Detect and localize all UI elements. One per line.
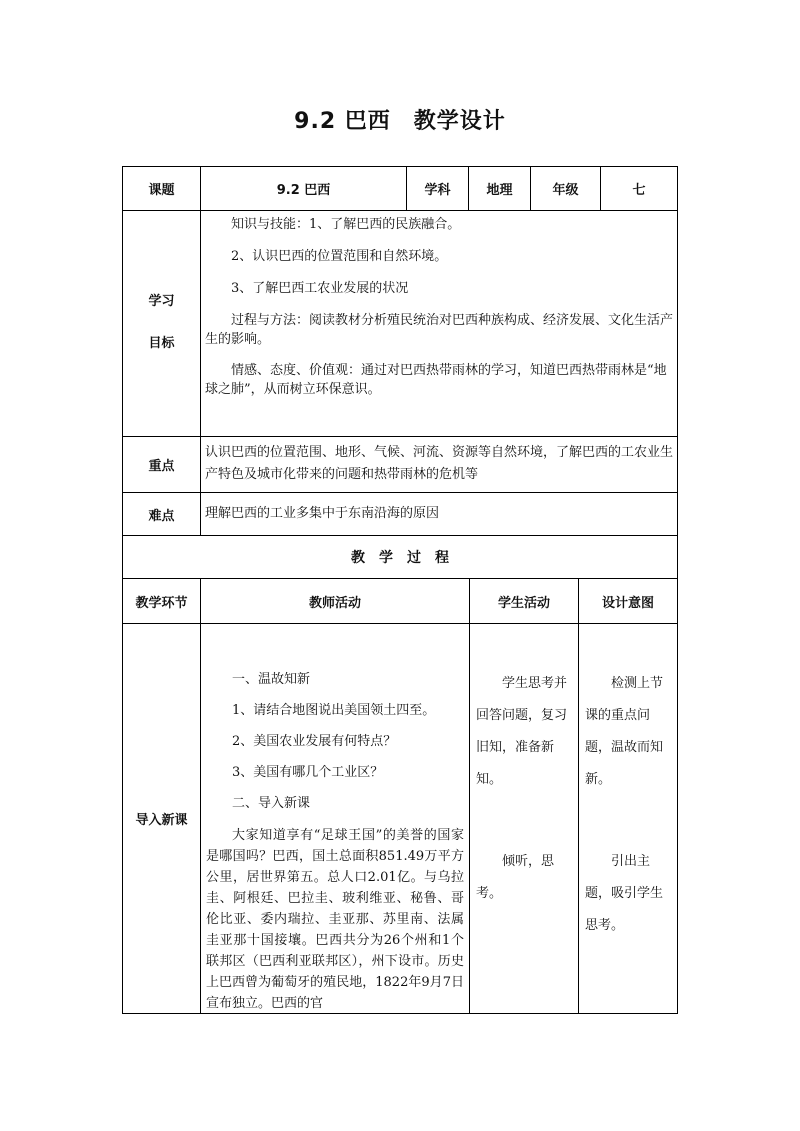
objectives-label-line1: 学习 bbox=[148, 294, 175, 309]
col-stage: 教学环节 bbox=[135, 595, 188, 611]
label-topic: 课题 bbox=[148, 183, 175, 198]
objective-item: 知识与技能：1、了解巴西的民族融合。 bbox=[231, 217, 461, 232]
teacher-section-review: 一、温故知新 bbox=[232, 672, 311, 687]
objective-item: 3、了解巴西工农业发展的状况 bbox=[231, 281, 409, 296]
table-border bbox=[200, 166, 201, 536]
table-border bbox=[469, 578, 470, 1014]
objectives-label bbox=[123, 290, 200, 356]
page-title: 9.2 巴西 教学设计 bbox=[294, 109, 506, 134]
objectives-label-line2: 目标 bbox=[148, 336, 175, 351]
objectives-content bbox=[205, 215, 673, 399]
subject-value: 地理 bbox=[486, 183, 513, 198]
table-border bbox=[122, 210, 678, 211]
table-border bbox=[677, 166, 678, 1014]
difficult-points-label: 难点 bbox=[148, 508, 175, 524]
col-intent: 设计意图 bbox=[601, 595, 654, 611]
grade-value: 七 bbox=[632, 183, 646, 198]
col-teacher: 教师活动 bbox=[308, 595, 361, 611]
table-border bbox=[200, 578, 201, 1014]
teacher-question: 3、美国有哪几个工业区？ bbox=[232, 765, 384, 780]
teacher-intro-text: 大家知道享有“足球王国”的美誉的国家是哪国吗？巴西，国土总面积851.49万平方公里，居世界第五。总人口2.01亿。与乌拉圭、阿根廷、巴拉圭、玻利维亚、秘鲁、哥伦比亚、委内瑞拉、圭亚那、苏里南、法属圭亚那十国接壤。巴西共分为26个州和1个联邦区（巴西利亚联邦区），州下设市。历史上巴西曾为葡萄牙的殖民地，1822年9月7日宣布独立。巴西的官 bbox=[206, 828, 464, 1011]
student-activity-1: 学生思考并回答问题，复习旧知，准备新知。 bbox=[476, 676, 568, 787]
design-intent-1: 检测上节课的重点问题，温故而知新。 bbox=[585, 676, 664, 787]
stage-label: 导入新课 bbox=[135, 813, 188, 828]
process-heading: 教 学 过 程 bbox=[351, 550, 449, 566]
label-grade: 年级 bbox=[552, 183, 579, 198]
table-border bbox=[122, 492, 678, 493]
teacher-activity bbox=[206, 670, 464, 1014]
design-intent-2: 引出主题，吸引学生思考。 bbox=[585, 854, 664, 933]
teacher-section-intro: 二、导入新课 bbox=[232, 796, 311, 811]
table-border bbox=[578, 578, 579, 1014]
objective-item: 2、认识巴西的位置范围和自然环境。 bbox=[231, 249, 448, 264]
table-border bbox=[122, 436, 678, 437]
key-points-text: 认识巴西的位置范围、地形、气候、河流、资源等自然环境，了解巴西的工农业生产特色及城市化带来的问题和热带雨林的危机等 bbox=[205, 445, 674, 482]
col-student: 学生活动 bbox=[497, 595, 550, 611]
difficult-points-text: 理解巴西的工业多集中于东南沿海的原因 bbox=[205, 506, 440, 521]
student-activity-2: 倾听，思考。 bbox=[476, 854, 555, 901]
objective-item: 过程与方法：阅读教材分析殖民统治对巴西种族构成、经济发展、文化生活产生的影响。 bbox=[205, 313, 674, 347]
teacher-question: 2、美国农业发展有何特点？ bbox=[232, 734, 397, 749]
table-border bbox=[122, 623, 678, 624]
teacher-question: 1、请结合地图说出美国领土四至。 bbox=[232, 703, 436, 718]
objective-item: 情感、态度、价值观：通过对巴西热带雨林的学习，知道巴西热带雨林是“地球之肺”，从而树立环保意识。 bbox=[205, 363, 667, 397]
key-points-label: 重点 bbox=[148, 459, 175, 474]
topic-value: 9.2 巴西 bbox=[276, 183, 331, 198]
label-subject: 学科 bbox=[424, 183, 451, 198]
